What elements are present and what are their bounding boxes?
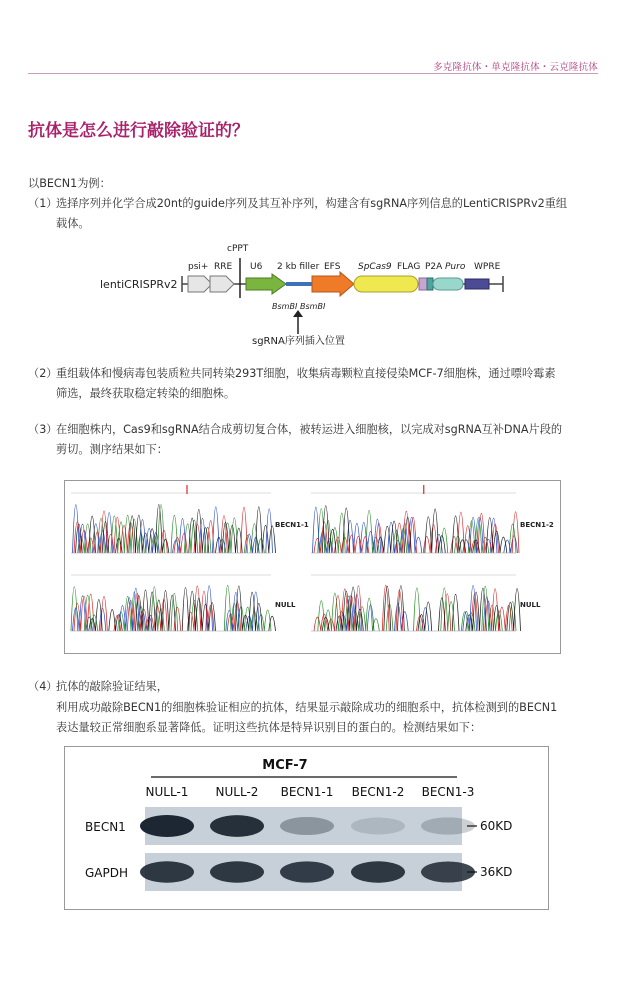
wpre-label: WPRE bbox=[474, 262, 501, 272]
step-text-cont: 利用成功敲除BECN1的细胞株验证相应的抗体，结果显示敲除成功的细胞系中，抗体检测到的BECN1 bbox=[56, 701, 558, 714]
chromatogram-panels bbox=[65, 481, 560, 653]
step-text-cont: 剪切。测序结果如下： bbox=[56, 443, 168, 456]
chromatogram-panel bbox=[71, 485, 309, 553]
blot-band bbox=[280, 861, 334, 882]
psi-label: psi+ bbox=[188, 262, 209, 272]
blot-lane-label: NULL-2 bbox=[215, 785, 259, 799]
chromatogram-panel bbox=[71, 575, 296, 631]
chromatogram-label: NULL bbox=[275, 601, 296, 609]
step-text-cont: 筛选，最终获取稳定转染的细胞株。 bbox=[56, 387, 236, 400]
cas9-element bbox=[354, 276, 418, 292]
flag-element bbox=[419, 278, 427, 290]
rre-element bbox=[210, 276, 234, 292]
blot-band bbox=[210, 861, 264, 882]
page-title: 抗体是怎么进行敲除验证的？ bbox=[28, 121, 249, 141]
western-blot bbox=[65, 747, 548, 909]
p2a-element bbox=[427, 278, 433, 290]
flag-label: FLAG bbox=[397, 262, 421, 272]
step-number: （3） bbox=[28, 423, 58, 436]
step-text: 重组载体和慢病毒包装质粒共同转染293T细胞，收集病毒颗粒直接侵染MCF-7细胞株，通过嘌呤霉素 bbox=[56, 367, 556, 380]
vector-name: lentiCRISPRv2 bbox=[100, 278, 178, 291]
cppt-label: cPPT bbox=[227, 244, 249, 254]
efs-element bbox=[312, 272, 354, 296]
blot-band bbox=[421, 861, 475, 882]
cas9-label: SpCas9 bbox=[358, 262, 392, 272]
blot-cell-line: MCF-7 bbox=[262, 758, 308, 773]
blot-size-label: 60KD bbox=[480, 819, 513, 833]
blot-band bbox=[140, 861, 194, 882]
insert-label: sgRNA序列插入位置 bbox=[252, 336, 345, 347]
vector-map bbox=[100, 238, 520, 348]
p2a-label: P2A bbox=[425, 262, 443, 272]
step-number: （2） bbox=[28, 367, 58, 380]
filler-label: 2 kb filler bbox=[277, 262, 320, 272]
step-number: （1） bbox=[28, 197, 58, 210]
blot-band bbox=[421, 817, 475, 834]
chromatogram-panel bbox=[311, 575, 541, 631]
step-text-cont: 表达量较正常细胞系显著降低。证明这些抗体是特异识别目的蛋白的。检测结果如下： bbox=[56, 721, 482, 734]
efs-label: EFS bbox=[324, 262, 341, 272]
step-text: 在细胞株内，Cas9和sgRNA结合成剪切复合体，被转运进入细胞核，以完成对sgRNA互补DNA片段的 bbox=[56, 423, 563, 436]
blot-lane-label: BECN1-1 bbox=[280, 785, 334, 799]
western-blot-figure bbox=[64, 746, 549, 910]
step-number: （4） bbox=[28, 680, 58, 693]
step-text: 抗体的敲除验证结果， bbox=[56, 680, 168, 693]
chromatogram-trace bbox=[89, 586, 276, 631]
sequencing-figure bbox=[64, 480, 561, 654]
blot-band bbox=[351, 818, 405, 835]
step-text: 选择序列并化学合成20nt的guide序列及其互补序列，构建含有sgRNA序列信息的LentiCRISPRv2重组 bbox=[56, 197, 568, 210]
rre-label: RRE bbox=[214, 262, 233, 272]
blot-band bbox=[280, 817, 334, 835]
puro-element bbox=[433, 278, 463, 290]
step-text-cont: 载体。 bbox=[56, 217, 90, 230]
intro-text: 以BECN1为例： bbox=[28, 177, 111, 190]
blot-lane-label: BECN1-3 bbox=[421, 785, 475, 799]
blot-size-label: 36KD bbox=[480, 865, 513, 879]
chromatogram-label: NULL bbox=[520, 601, 541, 609]
chromatogram-label: BECN1-1 bbox=[275, 521, 309, 529]
blot-lane-label: BECN1-2 bbox=[351, 785, 405, 799]
u6-label: U6 bbox=[250, 262, 263, 272]
header-tagline: 多克隆抗体・单克隆抗体・云克隆抗体 bbox=[433, 62, 598, 73]
blot-protein-label: BECN1 bbox=[85, 820, 126, 834]
header-divider bbox=[28, 73, 598, 74]
blot-band bbox=[140, 815, 194, 837]
bsmbi-site-1: BsmBI bbox=[272, 302, 298, 311]
wpre-element bbox=[465, 279, 489, 289]
blot-lane-label: NULL-1 bbox=[145, 785, 189, 799]
blot-protein-label: GAPDH bbox=[85, 866, 129, 880]
bsmbi-site-2: BsmBI bbox=[300, 302, 326, 311]
blot-band bbox=[351, 861, 405, 882]
psi-element bbox=[188, 276, 212, 292]
chromatogram-label: BECN1-2 bbox=[520, 521, 554, 529]
chromatogram-panel bbox=[311, 485, 554, 553]
blot-band bbox=[210, 815, 264, 837]
u6-element bbox=[246, 274, 286, 294]
puro-label: Puro bbox=[445, 262, 466, 272]
filler-element bbox=[286, 282, 312, 286]
